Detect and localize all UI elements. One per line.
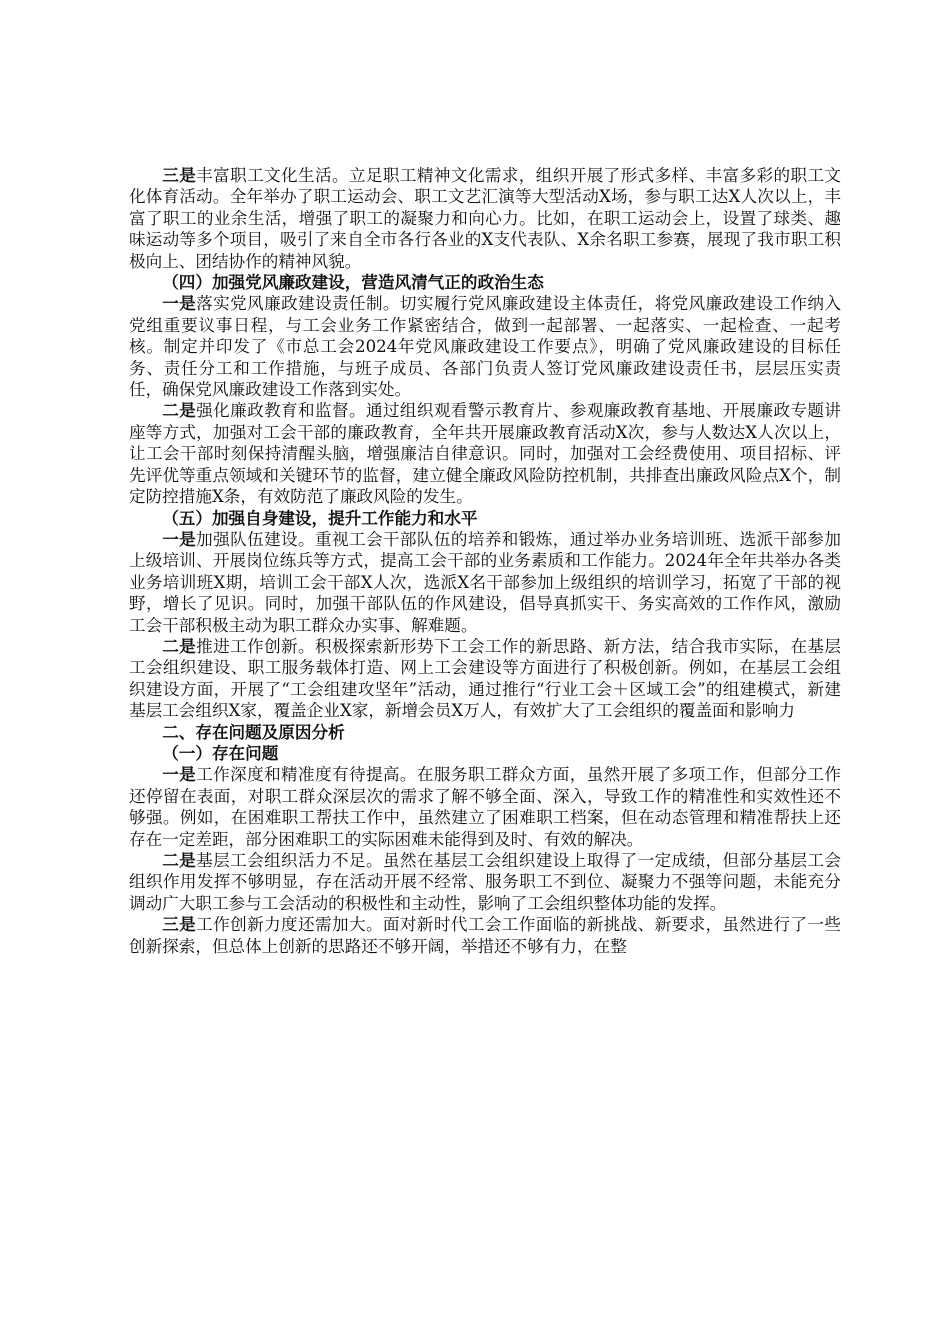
paragraph-text: 推进工作创新。积极探索新形势下工会工作的新思路、新方法，结合我市实际，在基层工会组织建设、职工服务载体打造、网上工会建设等方面进行了积极创新。例如，在基层工会组织建设方面，开展了“工会组建攻坚年”活动，通过推行“行业工会＋区域工会”的组建模式，新建基层工会组织X家，覆盖企业X家，新增会员X万人，有效扩大了工会组织的覆盖面和影响力 (129, 636, 842, 721)
paragraph-lead: 二是 (162, 635, 197, 656)
paragraph-text: 工作深度和精准度有待提高。在服务职工群众方面，虽然开展了多项工作，但部分工作还停留在表面，对职工群众深层次的需求了解不够全面、深入，导致工作的精准性和实效性还不够强。例如，在困难职工帮扶工作中，虽然建立了困难职工档案，但在动态管理和精准帮扶上还存在一定差距，部分困难职工的实际困难未能得到及时、有效的解决。 (129, 765, 842, 849)
section-heading-5: （五）加强自身建设，提升工作能力和水平 (162, 507, 478, 528)
paragraph-innovation (129, 636, 841, 722)
paragraph-text: 强化廉政教育和监督。通过组织观看警示教育片、参观廉政教育基地、开展廉政专题讲座等方式，加强对工会干部的廉政教育，全年共开展廉政教育活动X次，参与人数达X人次以上，让工会干部时刻保持清醒头脑，增强廉洁自律意识。同时，加强对工会经费使用、项目招标、评先评优等重点领域和关键环节的监督，建立健全廉政风险防控机制，共排查出廉政风险点X个，制定防控措施X条，有效防范了廉政风险的发生。 (129, 401, 842, 507)
paragraph-lead: 二是 (162, 400, 197, 421)
paragraph-text: 基层工会组织活力不足。虽然在基层工会组织建设上取得了一定成绩，但部分基层工会组织作用发挥不够明显，存在活动开展不经常、服务职工不到位、凝聚力不强等问题，未能充分调动广大职工参与工会活动的积极性和主动性，影响了工会组织整体功能的发挥。 (129, 851, 842, 913)
paragraph-lead: 一是 (162, 528, 197, 549)
paragraph-lead: 二是 (162, 850, 197, 870)
section-heading-problems: 二、存在问题及原因分析 (162, 721, 345, 742)
section-heading-4: （四）加强党风廉政建设，营造风清气正的政治生态 (162, 272, 544, 293)
document-body (129, 165, 841, 957)
paragraph-lead: 三是 (162, 165, 197, 185)
paragraph-grassroots-vitality (129, 850, 841, 914)
paragraph-innovation-effort (129, 914, 841, 957)
paragraph-lead: 一是 (162, 764, 197, 785)
section-heading-problems-1: （一）存在问题 (162, 742, 279, 763)
paragraph-culture-life (129, 165, 841, 272)
paragraph-integrity-education (129, 400, 841, 507)
paragraph-text: 丰富职工文化生活。立足职工精神文化需求，组织开展了形式多样、丰富多彩的职工文化体育活动。全年举办了职工运动会、职工文艺汇演等大型活动X场，参与职工达X人次以上，丰富了职工的业余生活，增强了职工的凝聚力和向心力。比如，在职工运动会上，设置了球类、趣味运动等多个项目，吸引了来自全市各行各业的X支代表队、X余名职工参赛，展现了我市职工积极向上、团结协作的精神风貌。 (129, 166, 842, 271)
paragraph-text: 落实党风廉政建设责任制。切实履行党风廉政建设主体责任，将党风廉政建设工作纳入党组重要议事日程，与工会业务工作紧密结合，做到一起部署、一起落实、一起检查、一起考核。制定并印发了《市总工会2024年党风廉政建设工作要点》，明确了党风廉政建设的目标任务、责任分工和工作措施，与班子成员、各部门负责人签订党风廉政建设责任书，层层压实责任，确保党风廉政建设工作落到实处。 (129, 294, 842, 400)
paragraph-responsibility-system (129, 293, 841, 400)
paragraph-depth-precision (129, 764, 841, 850)
paragraph-team-building (129, 529, 841, 636)
paragraph-lead: 一是 (162, 293, 197, 314)
paragraph-lead: 三是 (162, 914, 197, 935)
paragraph-text: 加强队伍建设。重视工会干部队伍的培养和锻炼，通过举办业务培训班、选派干部参加上级培训、开展岗位练兵等方式，提高工会干部的业务素质和工作能力。2024年全年共举办各类业务培训班X期，培训工会干部X人次，选派X名干部参加上级组织的培训学习，拓宽了干部的视野，增长了见识。同时，加强干部队伍的作风建设，倡导真抓实干、务实高效的工作作风，激励工会干部积极主动为职工群众办实事、解难题。 (129, 529, 842, 635)
paragraph-text: 工作创新力度还需加大。面对新时代工会工作面临的新挑战、新要求，虽然进行了一些创新探索，但总体上创新的思路还不够开阔，举措还不够有力，在整 (129, 915, 842, 956)
